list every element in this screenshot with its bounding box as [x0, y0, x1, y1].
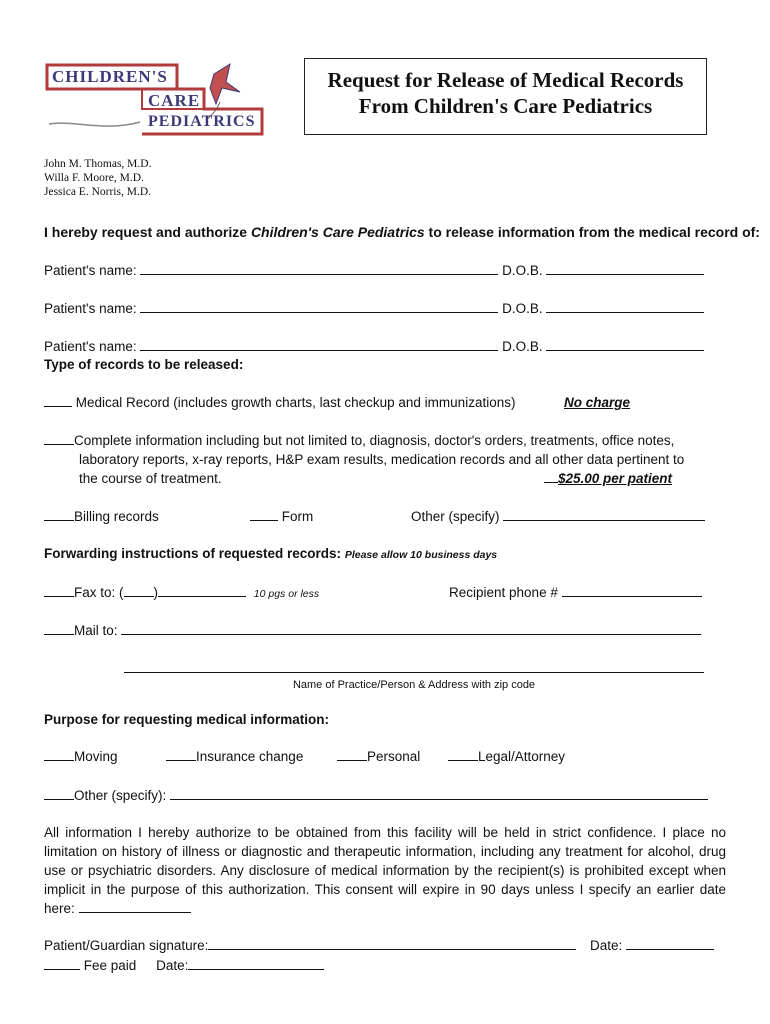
mail-address-field[interactable]: [121, 623, 701, 635]
recipient-phone-field[interactable]: [562, 585, 702, 597]
complete-info-line3: the course of treatment.: [79, 471, 222, 486]
records-heading: Type of records to be released:: [44, 357, 244, 372]
doctor-name: Willa F. Moore, M.D.: [44, 172, 144, 184]
mail-address-line2[interactable]: [124, 672, 704, 673]
signature-row: [44, 938, 576, 953]
signature-date-label: Date:: [590, 938, 623, 953]
fee-row: [44, 958, 324, 973]
purpose-legal-option: [448, 749, 565, 764]
doctor-list: [44, 157, 151, 199]
purpose-moving-option: [44, 749, 118, 764]
recipient-phone-row: [449, 585, 702, 600]
dob-label: D.O.B.: [502, 339, 543, 354]
patient-row-1: [44, 263, 704, 278]
consent-paragraph: [44, 823, 726, 918]
insurance-check[interactable]: [166, 749, 196, 761]
signature-label: Patient/Guardian signature:: [44, 938, 209, 953]
purpose-other-row: [44, 788, 708, 803]
patient-name-field[interactable]: [140, 339, 498, 351]
dob-label: D.O.B.: [502, 263, 543, 278]
medical-record-label: Medical Record (includes growth charts, last checkup and immunizations): [75, 395, 516, 410]
moving-check[interactable]: [44, 749, 74, 761]
moving-label: Moving: [74, 749, 118, 764]
mail-check[interactable]: [44, 623, 74, 635]
billing-records-check[interactable]: [44, 509, 74, 521]
fax-label: Fax to: (: [74, 585, 124, 600]
purpose-other-check[interactable]: [44, 788, 74, 800]
fax-close-paren: ): [153, 585, 159, 600]
fee-date-label: Date:: [156, 958, 189, 973]
record-complete-row: [44, 433, 674, 448]
fax-check[interactable]: [44, 585, 74, 597]
complete-info-line2: laboratory reports, x-ray reports, H&P exam results, medication records and all other data pertinent to: [79, 452, 685, 467]
personal-label: Personal: [367, 749, 421, 764]
signature-date-row: [590, 938, 714, 953]
dob-field[interactable]: [546, 263, 704, 275]
patient-name-field[interactable]: [140, 301, 498, 313]
form-check[interactable]: [250, 509, 278, 521]
form-option: [250, 509, 313, 524]
authorize-suffix: to release information from the medical record of:: [424, 224, 760, 240]
form-title-line1: Request for Release of Medical Records: [327, 68, 684, 92]
patient-name-label: Patient's name:: [44, 263, 137, 278]
patient-row-2: [44, 301, 704, 316]
forwarding-heading-row: [44, 546, 497, 561]
forwarding-heading: Forwarding instructions of requested records:: [44, 546, 342, 561]
signature-field[interactable]: [208, 938, 576, 950]
patient-name-field[interactable]: [140, 263, 498, 275]
record-medical-row: [44, 395, 515, 410]
mail-row: [44, 623, 701, 638]
logo-text-line1: CHILDREN'S: [52, 67, 168, 86]
other-records-field[interactable]: [503, 509, 705, 521]
complete-info-line1: Complete information including but not limited to, diagnosis, doctor's orders, treatments, office notes,: [74, 433, 675, 448]
authorize-prefix: I hereby request and authorize: [44, 224, 251, 240]
dob-label: D.O.B.: [502, 301, 543, 316]
forwarding-note: Please allow 10 business days: [344, 549, 498, 561]
recipient-phone-label: Recipient phone #: [449, 585, 558, 600]
fax-number-field[interactable]: [158, 585, 246, 597]
patient-name-label: Patient's name:: [44, 339, 137, 354]
other-records-option: [411, 509, 705, 524]
authorization-statement: [44, 224, 760, 240]
medical-record-charge: No charge: [564, 395, 631, 410]
authorize-practice: Children's Care Pediatrics: [250, 224, 425, 240]
form-title-line2: From Children's Care Pediatrics: [358, 94, 653, 118]
legal-check[interactable]: [448, 749, 478, 761]
personal-check[interactable]: [337, 749, 367, 761]
purpose-other-field[interactable]: [170, 788, 708, 800]
insurance-label: Insurance change: [196, 749, 304, 764]
dob-field[interactable]: [546, 339, 704, 351]
dob-field[interactable]: [546, 301, 704, 313]
doctor-name: John M. Thomas, M.D.: [44, 158, 152, 170]
medical-record-check[interactable]: [44, 395, 72, 407]
practice-logo: [44, 62, 266, 142]
patient-row-3: [44, 339, 704, 354]
purpose-personal-option: [337, 749, 420, 764]
form-label: Form: [281, 509, 314, 524]
signature-date-field[interactable]: [626, 938, 714, 950]
fee-paid-field[interactable]: [44, 958, 80, 970]
charge-underline: [544, 471, 558, 483]
other-records-label: Other (specify): [411, 509, 500, 524]
expiration-date-field[interactable]: [79, 901, 191, 913]
legal-label: Legal/Attorney: [478, 749, 566, 764]
fee-paid-label: Fee paid: [83, 958, 137, 973]
logo-text-line3: PEDIATRICS: [148, 113, 256, 130]
mail-label: Mail to:: [74, 623, 118, 638]
patient-name-label: Patient's name:: [44, 301, 137, 316]
fee-date-field[interactable]: [188, 958, 324, 970]
complete-info-charge: [544, 471, 672, 486]
complete-info-charge-text: $25.00 per patient: [558, 471, 673, 486]
purpose-heading: Purpose for requesting medical information:: [44, 712, 330, 727]
doctor-name: Jessica E. Norris, M.D.: [44, 186, 151, 198]
logo-text-line2: CARE: [148, 91, 201, 110]
billing-records-option: [44, 509, 159, 524]
fax-row: [44, 585, 319, 600]
purpose-insurance-option: [166, 749, 303, 764]
fax-note: 10 pgs or less: [253, 588, 320, 600]
address-caption: Name of Practice/Person & Address with zip code: [292, 679, 536, 691]
complete-info-check[interactable]: [44, 433, 74, 445]
billing-records-label: Billing records: [74, 509, 159, 524]
form-title-box: [304, 58, 707, 135]
purpose-other-label: Other (specify):: [74, 788, 167, 803]
fax-area-code-field[interactable]: [124, 585, 154, 597]
consent-text: All information I hereby authorize to be obtained from this facility will be held in strict confidence. I place no limitation on history of illness or diagnostic and therapeutic information, including any treatment for alcohol, drug use or psychiatric disorders. Any disclosure of medical information by the recipient(s) is prohibited except when implicit in the purpose of this authorization. This consent will expire in 90 days unless I specify an earlier date here:: [44, 825, 726, 916]
